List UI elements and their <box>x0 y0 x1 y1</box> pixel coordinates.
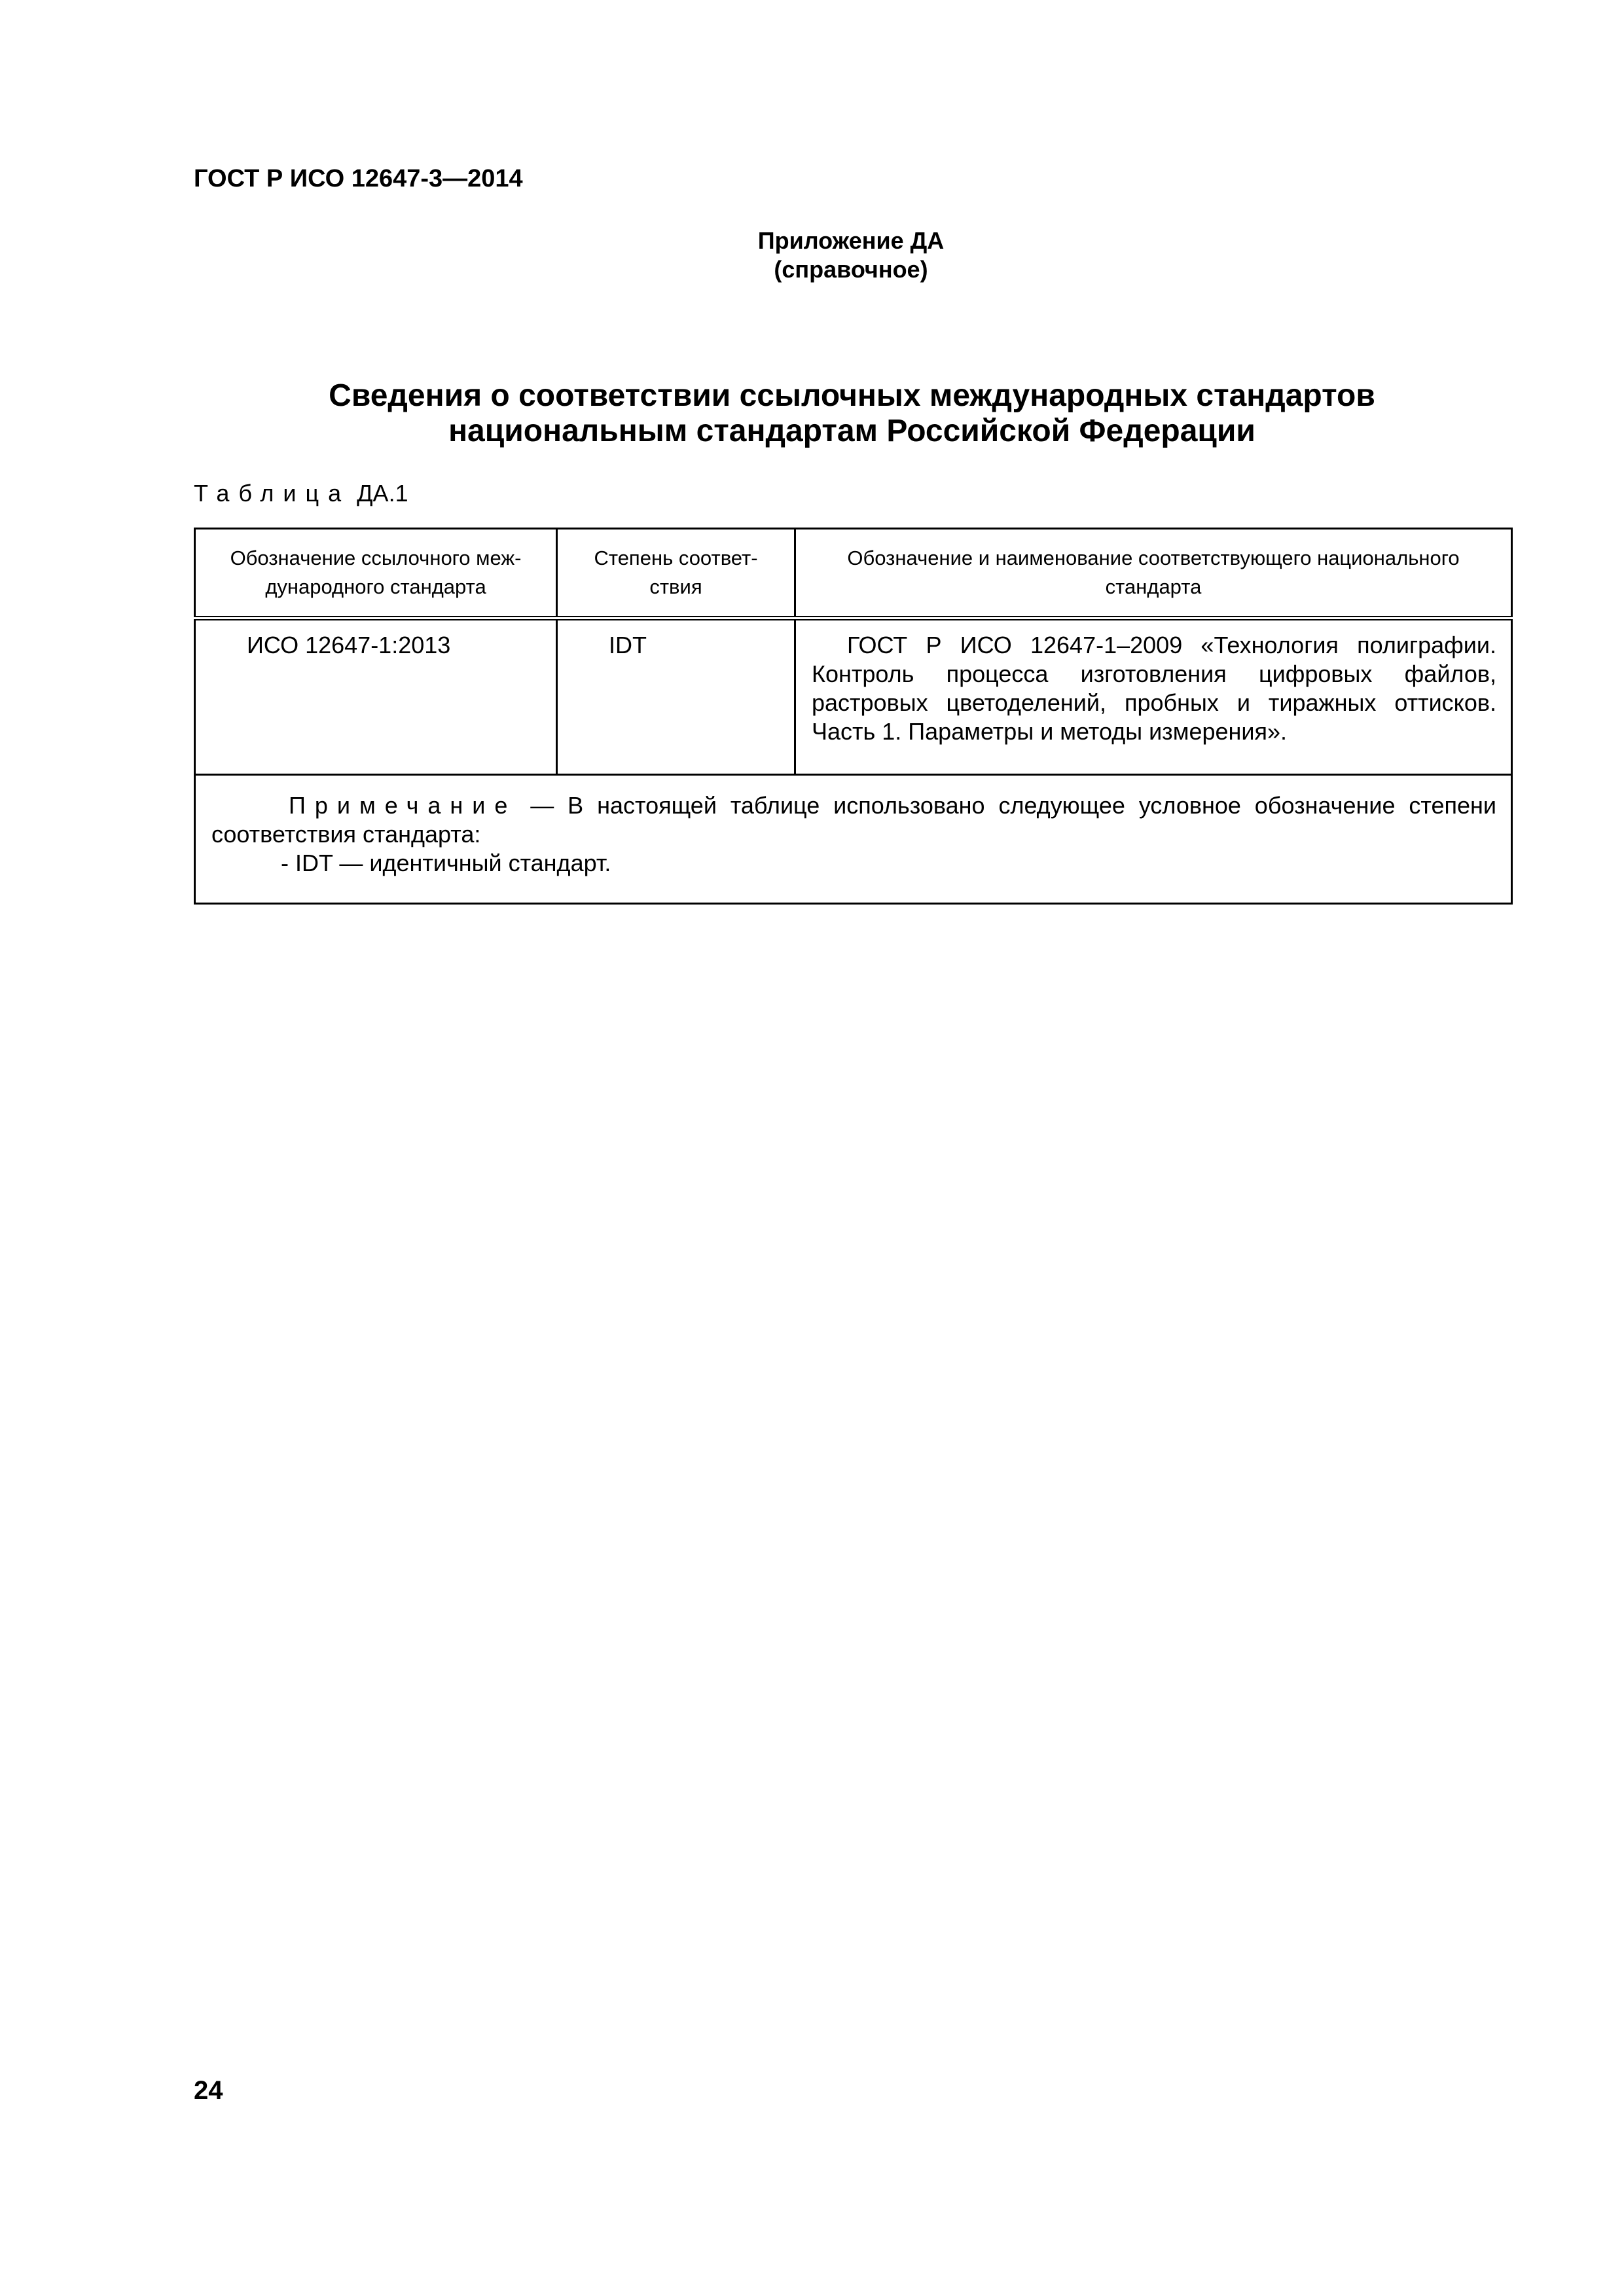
cell-national-standard <box>795 619 1512 775</box>
document-code: ГОСТ Р ИСО 12647-3—2014 <box>194 165 523 192</box>
cell-intl-standard: ИСО 12647-1:2013 <box>195 619 557 775</box>
header-national-standard: Обозначение и наименование соответствующего национального стандарта <box>795 529 1512 619</box>
page-title-line-1: Сведения о соответствии ссылочных международных стандартов <box>329 378 1375 413</box>
header-intl-standard: Обозначение ссылочного меж-дународного стандарта <box>195 529 557 619</box>
page-title-line-2: национальным стандартам Российской Федерации <box>448 414 1255 448</box>
table-note-row <box>195 775 1512 904</box>
table-note <box>195 775 1512 904</box>
appendix-type: (справочное) <box>774 256 928 283</box>
table-caption-number: ДА.1 <box>357 480 408 507</box>
table-note-item: - IDT — идентичный стандарт. <box>281 850 611 876</box>
table-note-label: Примечание <box>289 792 517 819</box>
appendix-heading <box>720 226 982 284</box>
table-header-row <box>195 529 1512 619</box>
header-degree: Степень соответ-ствия <box>557 529 795 619</box>
table-note-body <box>211 791 1496 849</box>
correspondence-table <box>194 528 1513 905</box>
table-row <box>195 619 1512 775</box>
page-title <box>194 378 1510 449</box>
table-caption-word: Таблица <box>194 480 351 507</box>
page-number: 24 <box>194 2076 223 2105</box>
cell-national-standard-text: ГОСТ Р ИСО 12647-1–2009 «Технология полиграфии. Контроль процесса изготовления цифровых файлов, растровых цветоделений, пробных и тиражных оттисков. Часть 1. Параметры и методы измерения». <box>812 632 1496 745</box>
table-note-text: — В настоящей таблице использовано следующее условное обозначение степени соответствия стандарта: <box>211 792 1496 848</box>
appendix-label: Приложение ДА <box>757 227 945 254</box>
table-caption <box>194 480 408 507</box>
cell-degree: IDT <box>557 619 795 775</box>
